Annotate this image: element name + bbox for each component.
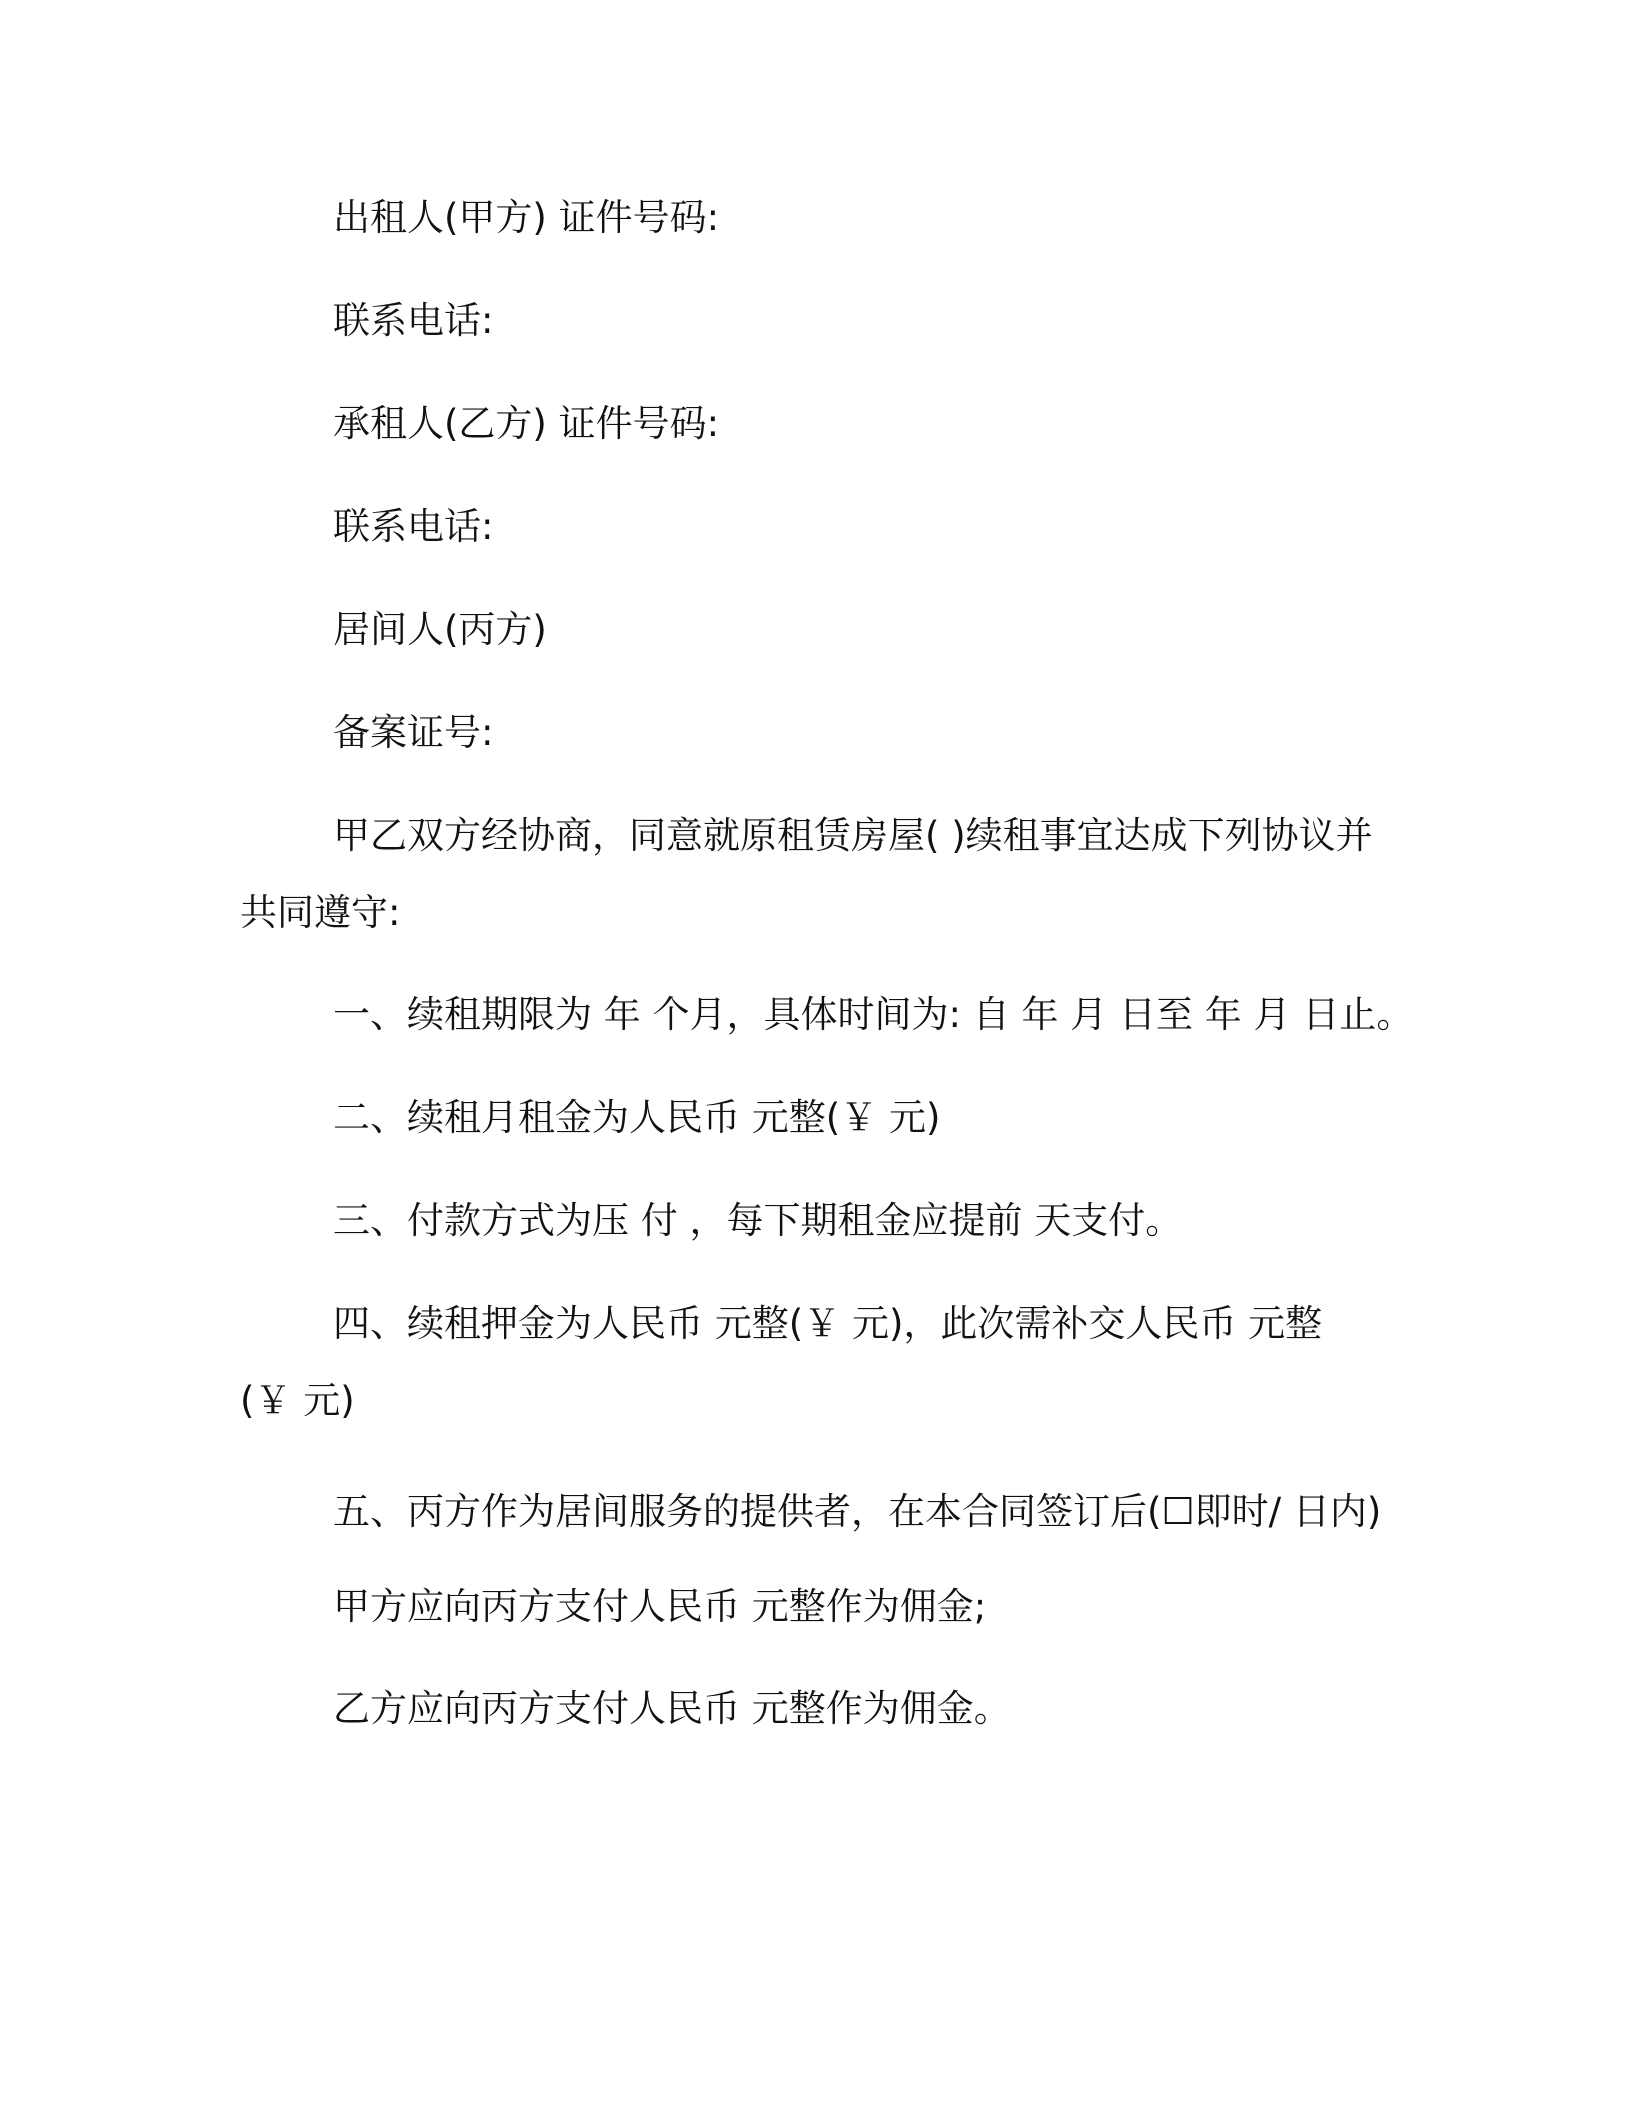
lessee-phone-line: 联系电话: <box>333 505 494 548</box>
clause-5-intermediary: 五、丙方作为居间服务的提供者，在本合同签订后(☐即时/ 日内) <box>333 1490 1382 1533</box>
filing-number-line: 备案证号: <box>333 711 494 754</box>
clause-4-deposit-continued: (￥ 元) <box>240 1379 355 1422</box>
clause-5-lessor-commission: 甲方应向丙方支付人民币 元整作为佣金; <box>333 1585 987 1628</box>
lessee-id-line: 承租人(乙方) 证件号码: <box>333 402 720 445</box>
clause-1-term: 一、续租期限为 年 个月，具体时间为: 自 年 月 日至 年 月 日止。 <box>333 993 1414 1036</box>
clause-3-payment: 三、付款方式为压 付 ，每下期租金应提前 天支付。 <box>333 1199 1183 1242</box>
clause-2-rent: 二、续租月租金为人民币 元整(￥ 元) <box>333 1096 941 1139</box>
agreement-intro-continued: 共同遵守: <box>240 891 401 934</box>
agreement-intro-line: 甲乙双方经协商，同意就原租赁房屋( )续租事宜达成下列协议并 <box>333 814 1373 857</box>
clause-4-deposit: 四、续租押金为人民币 元整(￥ 元)，此次需补交人民币 元整 <box>333 1302 1323 1345</box>
intermediary-line: 居间人(丙方) <box>333 608 547 651</box>
clause-5-lessee-commission: 乙方应向丙方支付人民币 元整作为佣金。 <box>333 1687 1011 1730</box>
lessor-id-line: 出租人(甲方) 证件号码: <box>333 196 720 239</box>
lessor-phone-line: 联系电话: <box>333 299 494 342</box>
